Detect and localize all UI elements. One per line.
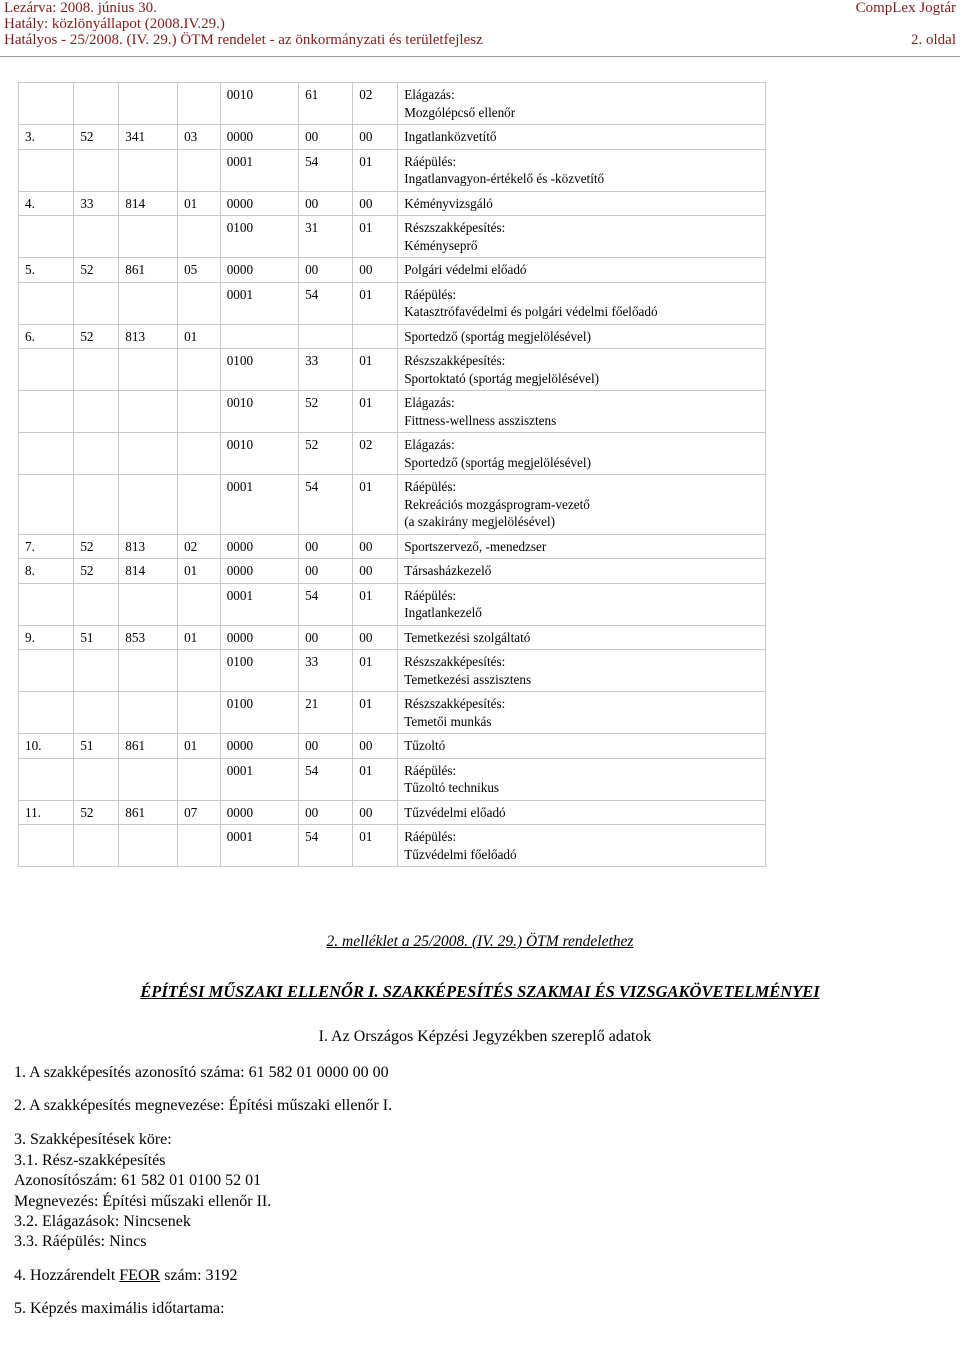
table-row	[19, 391, 766, 433]
cell-c6: 01	[353, 583, 398, 625]
cell-name	[398, 800, 766, 825]
qualification-name: Tűzoltó	[404, 738, 446, 753]
cell-c1: 33	[74, 191, 119, 216]
page-number: 2. oldal	[911, 32, 956, 48]
cell-c2: 813	[119, 324, 178, 349]
qualification-name2: Tűzvédelmi főelőadó	[404, 846, 517, 862]
qualification-name2: Kéményseprő	[404, 237, 478, 253]
section-title	[0, 1028, 960, 1046]
cell-c2	[119, 433, 178, 475]
cell-c3	[178, 349, 221, 391]
cell-num: 11.	[19, 800, 74, 825]
table-row	[19, 83, 766, 125]
cell-c3	[178, 83, 221, 125]
cell-c3: 02	[178, 534, 221, 559]
table-row	[19, 692, 766, 734]
cell-c2	[119, 83, 178, 125]
cell-c4: 0001	[220, 758, 298, 800]
cell-c1	[74, 216, 119, 258]
qualification-name: Részszakképesítés:	[404, 220, 506, 235]
cell-c2	[119, 149, 178, 191]
cell-c3	[178, 216, 221, 258]
qualification-name: Ráépülés:	[404, 762, 457, 778]
qualification-name: Ingatlanközvetítő	[404, 129, 497, 144]
cell-c6: 01	[353, 825, 398, 867]
brand-name: CompLex Jogtár	[855, 0, 956, 16]
cell-num: 4.	[19, 191, 74, 216]
annex-title: 2. melléklet a 25/2008. (IV. 29.) ÖTM rendelethez	[326, 933, 634, 950]
qualification-name2: Temetői munkás	[404, 713, 492, 729]
cell-c5: 00	[299, 258, 353, 283]
qualification-name: Polgári védelmi előadó	[404, 262, 527, 277]
qualification-name: Társasházkezelő	[404, 563, 492, 578]
cell-c6: 01	[353, 391, 398, 433]
qualification-name2: Temetkezési asszisztens	[404, 671, 532, 687]
cell-num	[19, 692, 74, 734]
cell-num	[19, 433, 74, 475]
cell-c2	[119, 650, 178, 692]
cell-c2	[119, 216, 178, 258]
cell-c5: 61	[299, 83, 353, 125]
cell-c3: 01	[178, 324, 221, 349]
qualification-name: Sportedző (sportág megjelölésével)	[404, 328, 591, 344]
cell-c1	[74, 349, 119, 391]
cell-name	[398, 83, 766, 125]
qualification-name2: Sportoktató (sportág megjelölésével)	[404, 370, 600, 386]
cell-c2	[119, 758, 178, 800]
cell-c6: 01	[353, 692, 398, 734]
cell-name	[398, 758, 766, 800]
cell-c5: 54	[299, 758, 353, 800]
cell-c6: 01	[353, 282, 398, 324]
cell-c3: 01	[178, 625, 221, 650]
cell-c2: 861	[119, 800, 178, 825]
qualification-name: Részszakképesítés:	[404, 696, 506, 711]
cell-num	[19, 758, 74, 800]
table-row	[19, 191, 766, 216]
cell-c2	[119, 825, 178, 867]
cell-c5: 33	[299, 650, 353, 692]
cell-c6: 00	[353, 734, 398, 759]
qualification-name: Elágazás:	[404, 395, 455, 410]
cell-c3: 03	[178, 125, 221, 150]
item-3-2: 3.2. Elágazások: Nincsenek	[14, 1213, 191, 1230]
qualification-name: Ráépülés:	[404, 829, 457, 844]
cell-c5: 33	[299, 349, 353, 391]
cell-name	[398, 534, 766, 559]
item-3-1-name: Megnevezés: Építési műszaki ellenőr II.	[14, 1193, 272, 1210]
cell-c2: 341	[119, 125, 178, 150]
cell-c6: 00	[353, 800, 398, 825]
cell-num	[19, 149, 74, 191]
cell-c2	[119, 692, 178, 734]
cell-name	[398, 583, 766, 625]
cell-c1	[74, 149, 119, 191]
cell-c1	[74, 433, 119, 475]
cell-num: 5.	[19, 258, 74, 283]
cell-name	[398, 734, 766, 759]
qualification-name3: (a szakirány megjelölésével)	[404, 514, 556, 529]
qualification-name2: Katasztrófavédelmi és polgári védelmi főelőadó	[404, 304, 658, 319]
cell-c1	[74, 825, 119, 867]
cell-c1	[74, 282, 119, 324]
main-title: ÉPÍTÉSI MŰSZAKI ELLENŐR I. SZAKKÉPESÍTÉS SZAKMAI ÉS VIZSGAKÖVETELMÉNYEI	[140, 982, 820, 1001]
cell-c4: 0001	[220, 825, 298, 867]
cell-name	[398, 324, 766, 349]
item-2: 2. A szakképesítés megnevezése: Építési műszaki ellenőr I.	[14, 1097, 393, 1114]
qualification-name: Tűzvédelmi előadó	[404, 804, 506, 820]
cell-c4: 0001	[220, 583, 298, 625]
cell-c6: 00	[353, 191, 398, 216]
cell-c1: 52	[74, 324, 119, 349]
cell-c6: 00	[353, 559, 398, 584]
cell-c2	[119, 349, 178, 391]
cell-c1: 51	[74, 625, 119, 650]
qualification-name: Ráépülés:	[404, 587, 457, 603]
qualification-name2: Fittness-wellness asszisztens	[404, 412, 557, 428]
table-row	[19, 216, 766, 258]
cell-num	[19, 83, 74, 125]
cell-c4: 0000	[220, 125, 298, 150]
cell-c2	[119, 282, 178, 324]
cell-c3	[178, 692, 221, 734]
cell-c4: 0001	[220, 475, 298, 535]
table-row	[19, 433, 766, 475]
cell-num	[19, 282, 74, 324]
cell-c2: 861	[119, 734, 178, 759]
cell-c1: 52	[74, 258, 119, 283]
cell-c4: 0001	[220, 149, 298, 191]
cell-c5: 54	[299, 475, 353, 535]
cell-num	[19, 825, 74, 867]
cell-c4: 0000	[220, 800, 298, 825]
effect-status: Hatály: közlönyállapot (2008.IV.29.)	[4, 16, 225, 32]
cell-c3	[178, 282, 221, 324]
table-row	[19, 800, 766, 825]
qualification-name2: Mozgólépcső ellenőr	[404, 104, 516, 120]
cell-num	[19, 583, 74, 625]
cell-num: 8.	[19, 559, 74, 584]
cell-c6: 00	[353, 125, 398, 150]
cell-c1: 52	[74, 559, 119, 584]
cell-num	[19, 349, 74, 391]
cell-c5: 00	[299, 800, 353, 825]
cell-name	[398, 650, 766, 692]
item-3-1-id: Azonosítószám: 61 582 01 0100 52 01	[14, 1172, 262, 1189]
cell-name	[398, 825, 766, 867]
cell-c2: 814	[119, 191, 178, 216]
table-row	[19, 349, 766, 391]
cell-c6: 01	[353, 149, 398, 191]
cell-c5: 31	[299, 216, 353, 258]
cell-c5	[299, 324, 353, 349]
qualification-name2: Ingatlanvagyon-értékelő és -közvetítő	[404, 171, 605, 186]
header-divider	[0, 56, 960, 57]
cell-c5: 54	[299, 825, 353, 867]
cell-num: 10.	[19, 734, 74, 759]
cell-c3: 05	[178, 258, 221, 283]
cell-c4: 0010	[220, 391, 298, 433]
cell-c6: 01	[353, 758, 398, 800]
cell-c6: 01	[353, 349, 398, 391]
qualification-name2: Ingatlankezelő	[404, 605, 482, 620]
cell-name	[398, 349, 766, 391]
cell-c3	[178, 391, 221, 433]
cell-c4: 0100	[220, 692, 298, 734]
cell-c5: 00	[299, 559, 353, 584]
qualification-name: Sportszervező, -menedzser	[404, 538, 547, 554]
cell-c2: 861	[119, 258, 178, 283]
qualification-name: Kéményvizsgáló	[404, 195, 493, 211]
cell-c3	[178, 583, 221, 625]
cell-num: 9.	[19, 625, 74, 650]
cell-c5: 54	[299, 149, 353, 191]
item-5: 5. Képzés maximális időtartama:	[14, 1300, 225, 1317]
item-1: 1. A szakképesítés azonosító száma: 61 582 01 0000 00 00	[14, 1064, 389, 1081]
table-row	[19, 149, 766, 191]
cell-c4: 0100	[220, 650, 298, 692]
cell-c3: 07	[178, 800, 221, 825]
cell-c6: 01	[353, 475, 398, 535]
cell-name	[398, 149, 766, 191]
cell-c6: 02	[353, 433, 398, 475]
cell-c2	[119, 475, 178, 535]
closing-date: Lezárva: 2008. június 30.	[4, 0, 157, 16]
cell-c1	[74, 475, 119, 535]
cell-c3	[178, 475, 221, 535]
table-row	[19, 125, 766, 150]
page-header	[0, 0, 960, 58]
qualification-table	[18, 82, 766, 867]
cell-c3: 01	[178, 734, 221, 759]
cell-c1	[74, 758, 119, 800]
cell-name	[398, 692, 766, 734]
cell-num	[19, 650, 74, 692]
item-4-prefix: 4. Hozzárendelt	[14, 1267, 120, 1284]
cell-name	[398, 258, 766, 283]
table-row	[19, 758, 766, 800]
cell-name	[398, 191, 766, 216]
qualification-name: Elágazás:	[404, 437, 455, 452]
cell-num: 6.	[19, 324, 74, 349]
cell-name	[398, 625, 766, 650]
cell-name	[398, 125, 766, 150]
cell-c5: 54	[299, 282, 353, 324]
table-row	[19, 475, 766, 535]
section-title-text: I. Az Országos Képzési Jegyzékben szereplő adatok	[318, 1028, 652, 1045]
cell-name	[398, 475, 766, 535]
cell-c3	[178, 149, 221, 191]
cell-c3: 01	[178, 559, 221, 584]
qualification-name2: Tűzoltó technikus	[404, 780, 500, 795]
cell-c2: 813	[119, 534, 178, 559]
qualification-name: Temetkezési szolgáltató	[404, 629, 531, 645]
cell-c1: 51	[74, 734, 119, 759]
cell-num	[19, 475, 74, 535]
qualification-name2: Sportedző (sportág megjelölésével)	[404, 454, 591, 470]
cell-c3	[178, 433, 221, 475]
cell-c3	[178, 758, 221, 800]
cell-c3	[178, 825, 221, 867]
feor-link[interactable]: FEOR	[119, 1267, 161, 1284]
cell-c6: 02	[353, 83, 398, 125]
table-row	[19, 650, 766, 692]
table-row	[19, 734, 766, 759]
qualification-name: Elágazás:	[404, 87, 455, 102]
cell-c4: 0000	[220, 534, 298, 559]
cell-num: 3.	[19, 125, 74, 150]
cell-c4	[220, 324, 298, 349]
qualification-name: Ráépülés:	[404, 479, 457, 494]
cell-c4: 0010	[220, 83, 298, 125]
cell-c4: 0001	[220, 282, 298, 324]
cell-c2: 814	[119, 559, 178, 584]
cell-c4: 0000	[220, 559, 298, 584]
cell-c6: 01	[353, 216, 398, 258]
qualification-name: Ráépülés:	[404, 153, 457, 169]
item-3: 3. Szakképesítések köre:	[14, 1131, 172, 1148]
cell-c5: 54	[299, 583, 353, 625]
cell-name	[398, 433, 766, 475]
item-3-3: 3.3. Ráépülés: Nincs	[14, 1233, 147, 1250]
cell-name	[398, 391, 766, 433]
table-row	[19, 825, 766, 867]
cell-c3: 01	[178, 191, 221, 216]
cell-c4: 0000	[220, 625, 298, 650]
qualification-name2: Rekreációs mozgásprogram-vezető	[404, 496, 590, 512]
qualification-name: Részszakképesítés:	[404, 353, 506, 368]
cell-c5: 52	[299, 391, 353, 433]
cell-c4: 0000	[220, 734, 298, 759]
cell-c1: 52	[74, 125, 119, 150]
cell-c1	[74, 391, 119, 433]
cell-c5: 00	[299, 534, 353, 559]
item-3-1: 3.1. Rész-szakképesítés	[14, 1152, 166, 1169]
cell-c3	[178, 650, 221, 692]
cell-c6: 00	[353, 625, 398, 650]
cell-c4: 0010	[220, 433, 298, 475]
cell-num	[19, 391, 74, 433]
cell-name	[398, 282, 766, 324]
qualification-name: Részszakképesítés:	[404, 654, 506, 669]
cell-c1: 52	[74, 534, 119, 559]
item-4-suffix: szám: 3192	[160, 1267, 238, 1284]
cell-c1: 52	[74, 800, 119, 825]
cell-c1	[74, 583, 119, 625]
cell-c2	[119, 583, 178, 625]
cell-c5: 00	[299, 191, 353, 216]
cell-c1	[74, 650, 119, 692]
cell-c5: 00	[299, 625, 353, 650]
cell-c1	[74, 692, 119, 734]
cell-c6: 00	[353, 258, 398, 283]
cell-c5: 00	[299, 125, 353, 150]
table-row	[19, 258, 766, 283]
qualification-name: Ráépülés:	[404, 286, 457, 302]
cell-c6: 00	[353, 534, 398, 559]
cell-c6	[353, 324, 398, 349]
table-row	[19, 625, 766, 650]
cell-c6: 01	[353, 650, 398, 692]
cell-c4: 0100	[220, 349, 298, 391]
cell-c5: 52	[299, 433, 353, 475]
cell-c4: 0100	[220, 216, 298, 258]
cell-name	[398, 559, 766, 584]
table-row	[19, 282, 766, 324]
table-row	[19, 559, 766, 584]
cell-c5: 00	[299, 734, 353, 759]
cell-c4: 0000	[220, 191, 298, 216]
item-4	[14, 1267, 238, 1285]
cell-c1	[74, 83, 119, 125]
cell-num: 7.	[19, 534, 74, 559]
cell-c2	[119, 391, 178, 433]
cell-c5: 21	[299, 692, 353, 734]
cell-num	[19, 216, 74, 258]
table-row	[19, 583, 766, 625]
table-row	[19, 324, 766, 349]
cell-name	[398, 216, 766, 258]
table-row	[19, 534, 766, 559]
cell-c4: 0000	[220, 258, 298, 283]
cell-c2: 853	[119, 625, 178, 650]
document-reference: Hatályos - 25/2008. (IV. 29.) ÖTM rendelet - az önkormányzati és területfejlesz	[4, 32, 483, 48]
